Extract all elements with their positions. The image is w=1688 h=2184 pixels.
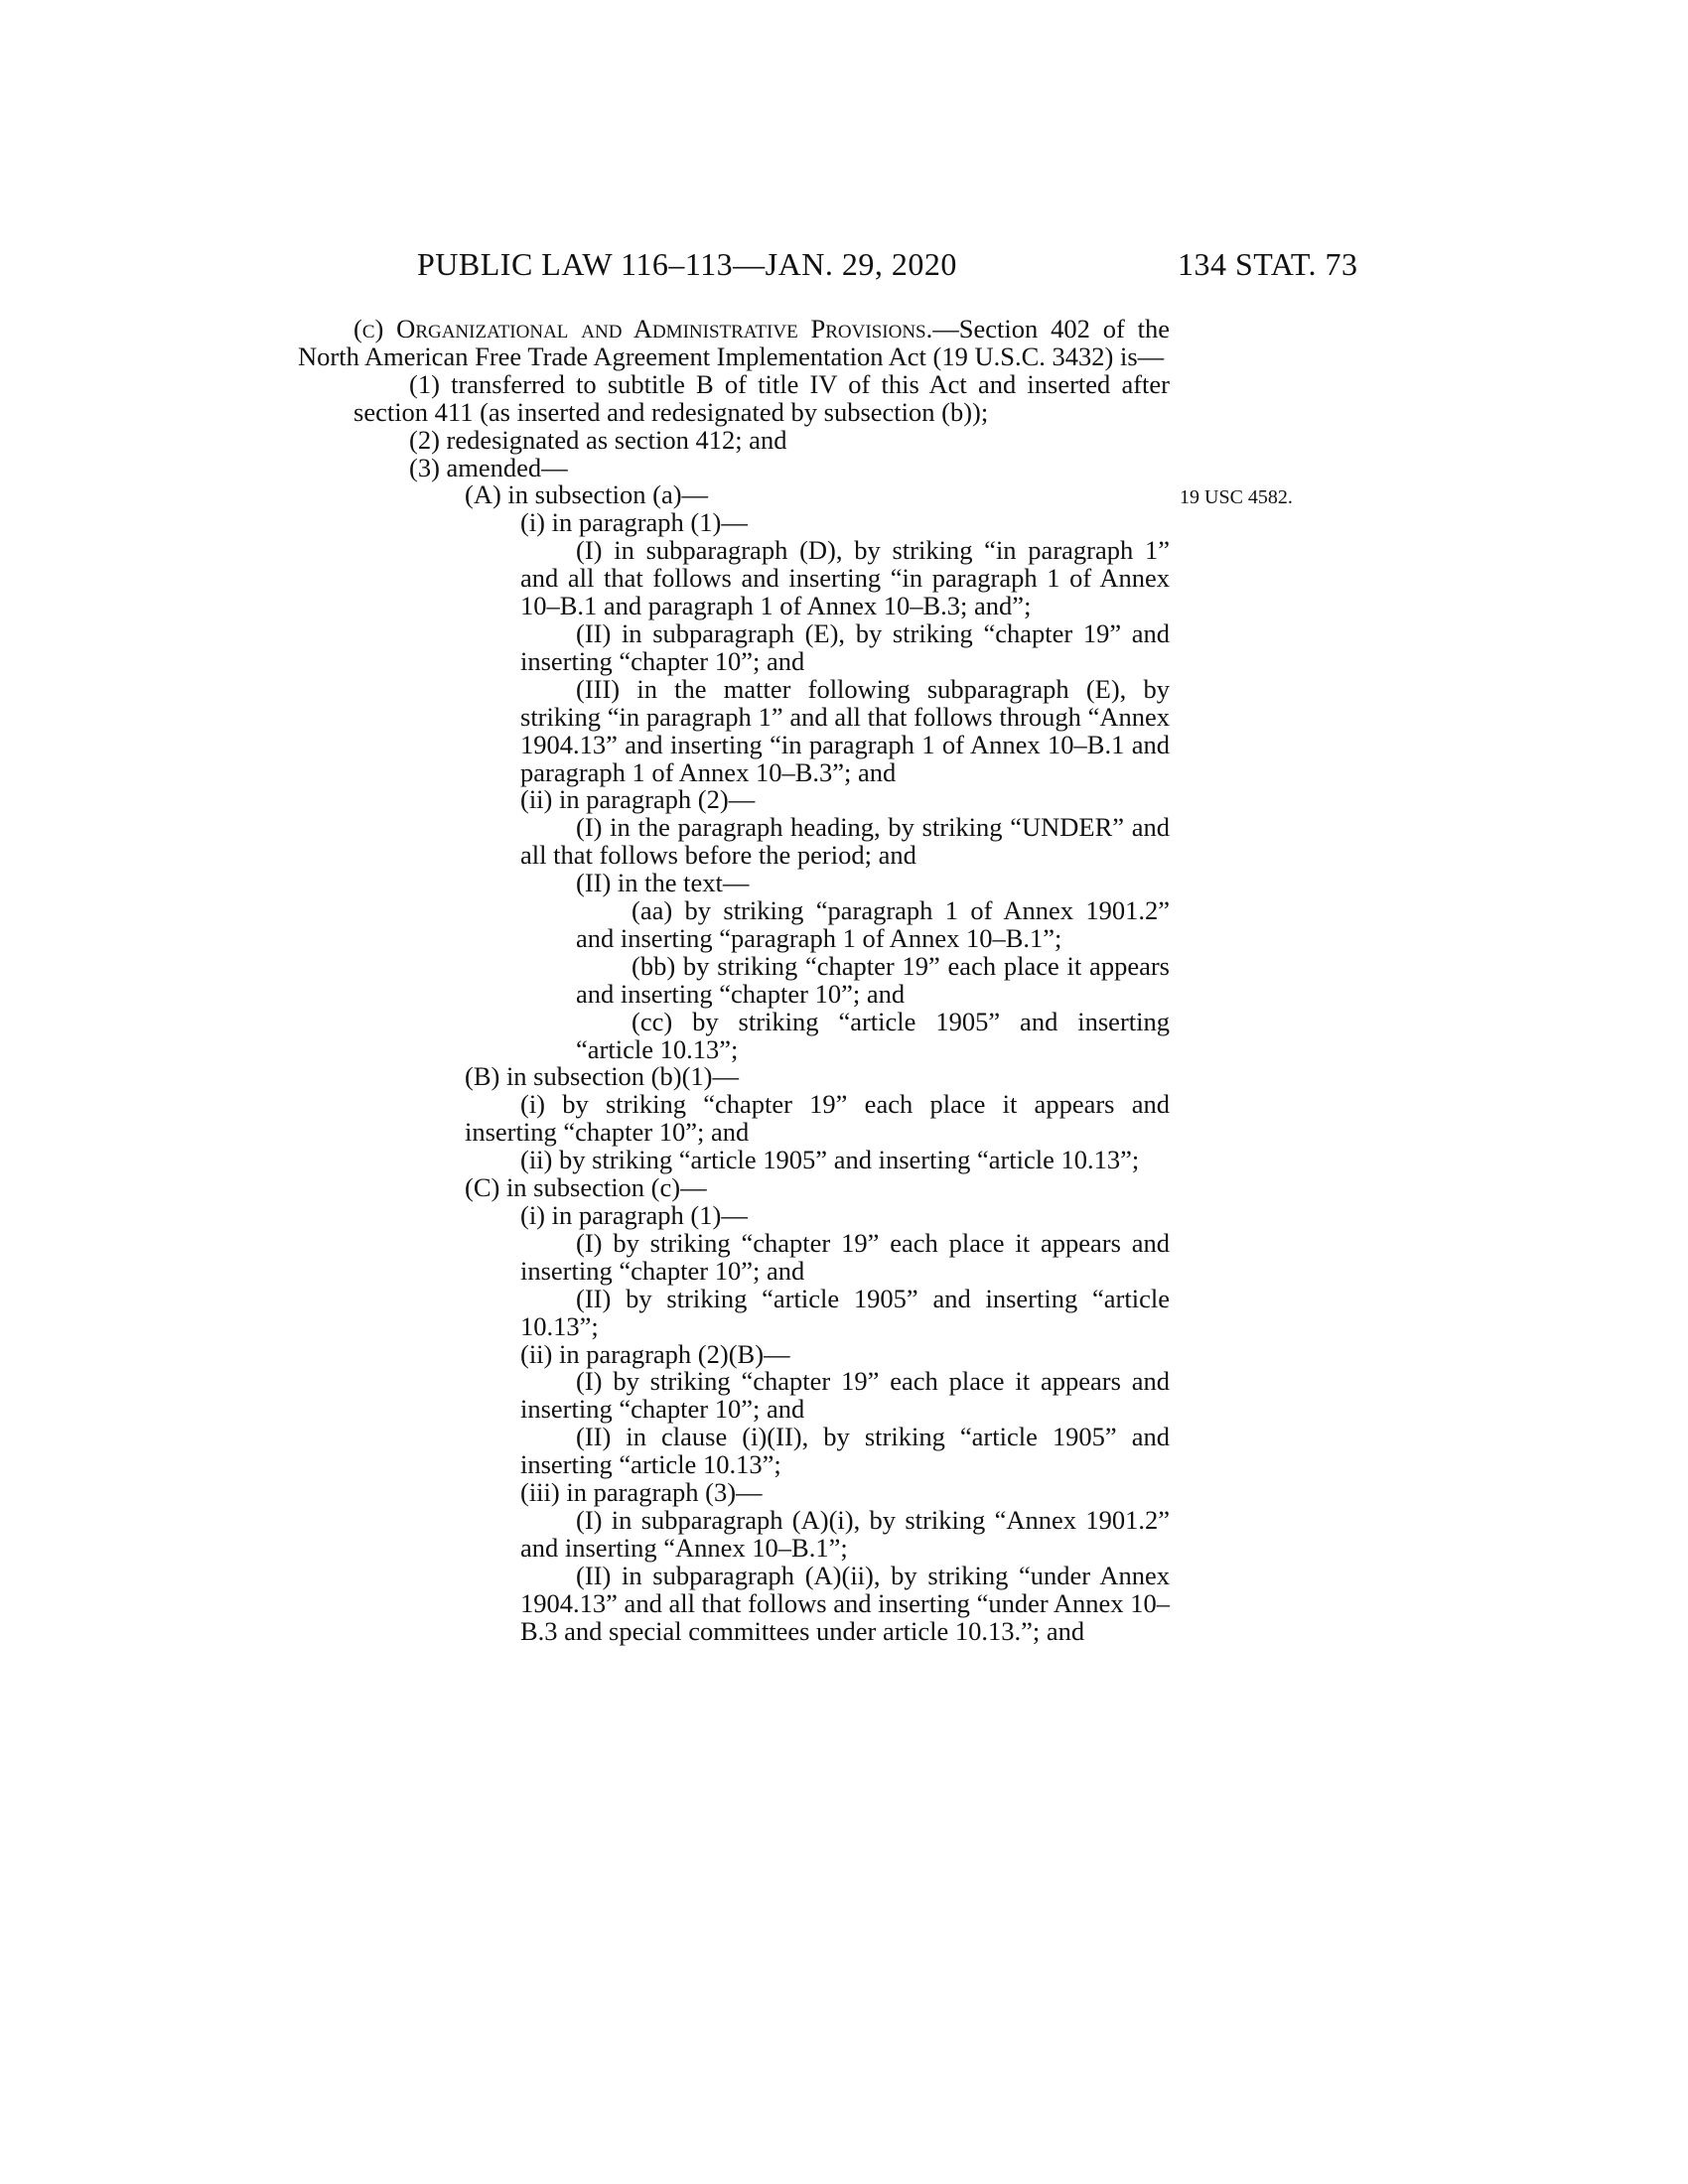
paragraph: (I) in the paragraph heading, by striking “UNDER” and all that follows before the period; and (520, 812, 1170, 871)
paragraph: (cc) by striking “article 1905” and inserting “article 10.13”; (576, 1006, 1170, 1064)
paragraph-heading: (c) Organizational and Administrative Provisions. (353, 314, 933, 343)
paragraph: (B) in subsection (b)(1)— (465, 1061, 739, 1092)
paragraph: (2) redesignated as section 412; and (409, 424, 787, 455)
paragraph: (II) in subparagraph (E), by striking “chapter 19” and inserting “chapter 10”; and (520, 617, 1170, 676)
paragraph: (i) in paragraph (1)— (520, 1200, 748, 1230)
paragraph: (I) in subparagraph (A)(i), by striking “Annex 1901.2” and inserting “Annex 10–B.1”; (520, 1504, 1170, 1563)
paragraph: (3) amended— (409, 452, 568, 482)
page-header (0, 246, 1688, 290)
paragraph: (I) by striking “chapter 19” each place it appears and inserting “chapter 10”; and (520, 1227, 1170, 1286)
paragraph: (II) in the text— (576, 868, 750, 898)
paragraph: (I) by striking “chapter 19” each place it appears and inserting “chapter 10”; and (520, 1366, 1170, 1425)
paragraph-text: —Section 402 of the North American Free Trade Agreement Implementation Act (19 U.S.C. 3432) is— (298, 314, 1171, 371)
paragraph: (ii) in paragraph (2)(B)— (520, 1338, 790, 1369)
paragraph: (i) in paragraph (1)— (520, 507, 748, 538)
paragraph: (II) in clause (i)(II), by striking “article 1905” and inserting “article 10.13”; (520, 1422, 1170, 1480)
paragraph: (A) in subsection (a)— (465, 479, 709, 510)
header-title: PUBLIC LAW 116–113—JAN. 29, 2020 (417, 246, 957, 282)
paragraph: (i) by striking “chapter 19” each place it appears and inserting “chapter 10”; and (465, 1089, 1170, 1148)
paragraph: (ii) in paragraph (2)— (520, 784, 756, 815)
paragraph: (bb) by striking “chapter 19” each place it appears and inserting “chapter 10”; and (576, 950, 1170, 1009)
paragraph: (C) in subsection (c)— (465, 1172, 707, 1203)
paragraph: (aa) by striking “paragraph 1 of Annex 1901.2” and inserting “paragraph 1 of Annex 10–B.1”; (576, 895, 1170, 953)
margin-note-usc-citation: 19 USC 4582. (1180, 486, 1293, 508)
header-page-number: 134 STAT. 73 (1178, 246, 1358, 282)
paragraph: (I) in subparagraph (D), by striking “in paragraph 1” and all that follows and inserting “in paragraph 1 of Annex 10–B.1 and paragraph 1 of Annex 10–B.3; and”; (520, 535, 1170, 621)
paragraph: (II) by striking “article 1905” and inserting “article 10.13”; (520, 1283, 1170, 1341)
paragraph: (III) in the matter following subparagraph (E), by striking “in paragraph 1” and all that follows through “Annex 1904.13” and inserting “in paragraph 1 of Annex 10–B.1 and paragraph 1 of Annex 10–B.3”; and (520, 673, 1170, 787)
paragraph: (iii) in paragraph (3)— (520, 1477, 763, 1508)
paragraph: (ii) by striking “article 1905” and inserting “article 10.13”; (520, 1145, 1140, 1175)
paragraph (298, 316, 1170, 371)
paragraph: (II) in subparagraph (A)(ii), by striking “under Annex 1904.13” and all that follows and inserting “under Annex 10–B.3 and special committees under article 10.13.”; and (520, 1560, 1170, 1646)
body-text (298, 316, 1170, 1646)
paragraph: (1) transferred to subtitle B of title IV of this Act and inserted after section 411 (as inserted and redesignated by subsection (b)); (353, 368, 1170, 427)
